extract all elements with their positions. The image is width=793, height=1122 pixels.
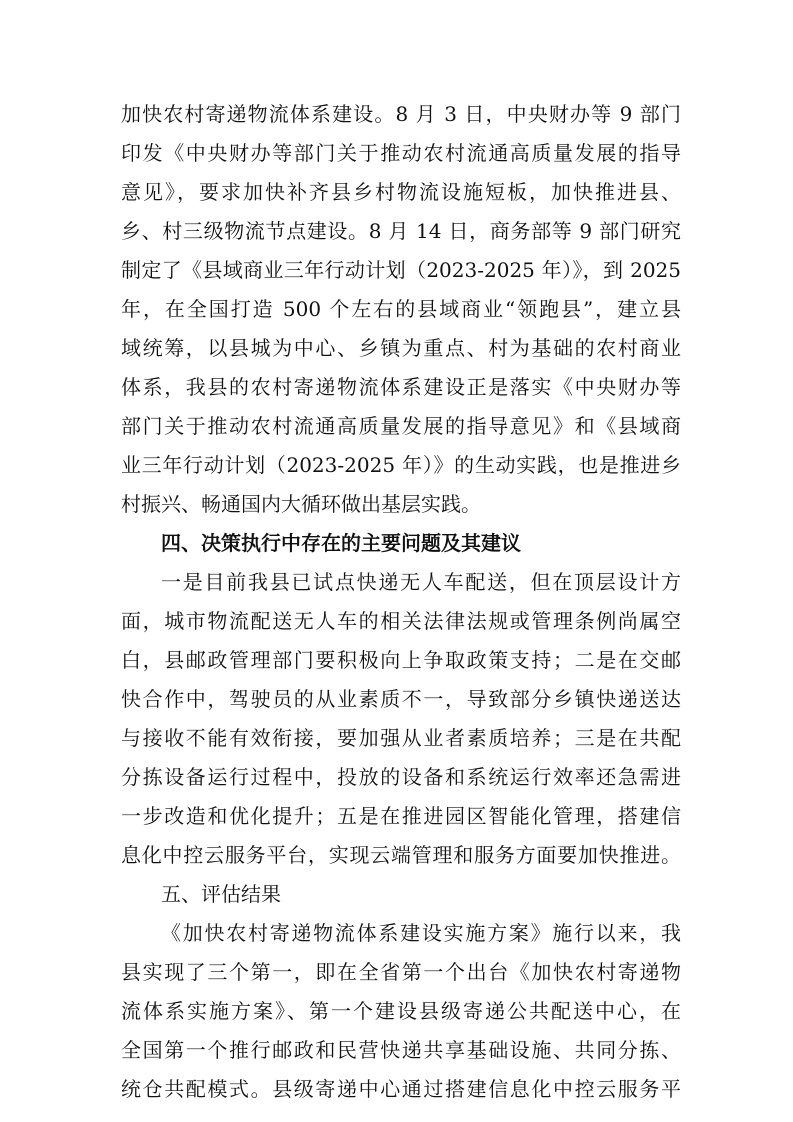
text-line: 《加快农村寄递物流体系建设实施方案》施行以来，我 bbox=[161, 921, 681, 945]
text-line: 加快农村寄递物流体系建设。8 月 3 日，中央财办等 9 部门 bbox=[121, 102, 681, 126]
text-line: 全国第一个推行邮政和民营快递共享基础设施、共同分拣、 bbox=[121, 1038, 681, 1062]
section-heading-results: 五、评估结果 bbox=[161, 882, 281, 906]
text-line: 部门关于推动农村流通高质量发展的指导意见》和《县域商 bbox=[121, 414, 681, 438]
text-line: 村振兴、畅通国内大循环做出基层实践。 bbox=[121, 492, 481, 516]
text-line: 县实现了三个第一，即在全省第一个出台《加快农村寄递物 bbox=[121, 960, 681, 984]
text-line: 与接收不能有效衔接，要加强从业者素质培养；三是在共配 bbox=[121, 726, 681, 750]
document-body bbox=[121, 95, 681, 1109]
text-line: 息化中控云服务平台，实现云端管理和服务方面要加快推进。 bbox=[121, 843, 681, 867]
text-line: 域统筹，以县城为中心、乡镇为重点、村为基础的农村商业 bbox=[121, 336, 681, 360]
text-line: 白，县邮政管理部门要积极向上争取政策支持；二是在交邮 bbox=[121, 648, 681, 672]
paragraph-problems-suggestions bbox=[121, 563, 681, 875]
section-heading-problems: 四、决策执行中存在的主要问题及其建议 bbox=[161, 531, 521, 555]
paragraph-rural-logistics-policy bbox=[121, 95, 681, 524]
text-line: 印发《中央财办等部门关于推动农村流通高质量发展的指导 bbox=[121, 141, 681, 165]
text-line: 一是目前我县已试点快递无人车配送，但在顶层设计方 bbox=[161, 570, 681, 594]
text-line: 统仓共配模式。县级寄递中心通过搭建信息化中控云服务平 bbox=[121, 1077, 681, 1101]
text-line: 乡、村三级物流节点建设。8 月 14 日，商务部等 9 部门研究 bbox=[121, 219, 681, 243]
text-line: 年，在全国打造 500 个左右的县域商业“领跑县”，建立县 bbox=[121, 297, 681, 321]
text-line: 一步改造和优化提升；五是在推进园区智能化管理，搭建信 bbox=[121, 804, 681, 828]
paragraph-evaluation-results bbox=[121, 914, 681, 1109]
text-line: 流体系实施方案》、第一个建设县级寄递公共配送中心，在 bbox=[121, 999, 681, 1023]
text-line: 制定了《县域商业三年行动计划（2023-2025 年）》，到 2025 bbox=[121, 258, 681, 282]
text-line: 面，城市物流配送无人车的相关法律法规或管理条例尚属空 bbox=[121, 609, 681, 633]
text-line: 业三年行动计划（2023-2025 年）》的生动实践，也是推进乡 bbox=[121, 453, 681, 477]
text-line: 快合作中，驾驶员的从业素质不一，导致部分乡镇快递送达 bbox=[121, 687, 681, 711]
text-line: 意见》，要求加快补齐县乡村物流设施短板，加快推进县、 bbox=[121, 180, 681, 204]
text-line: 分拣设备运行过程中，投放的设备和系统运行效率还急需进 bbox=[121, 765, 681, 789]
text-line: 体系，我县的农村寄递物流体系建设正是落实《中央财办等 bbox=[121, 375, 681, 399]
